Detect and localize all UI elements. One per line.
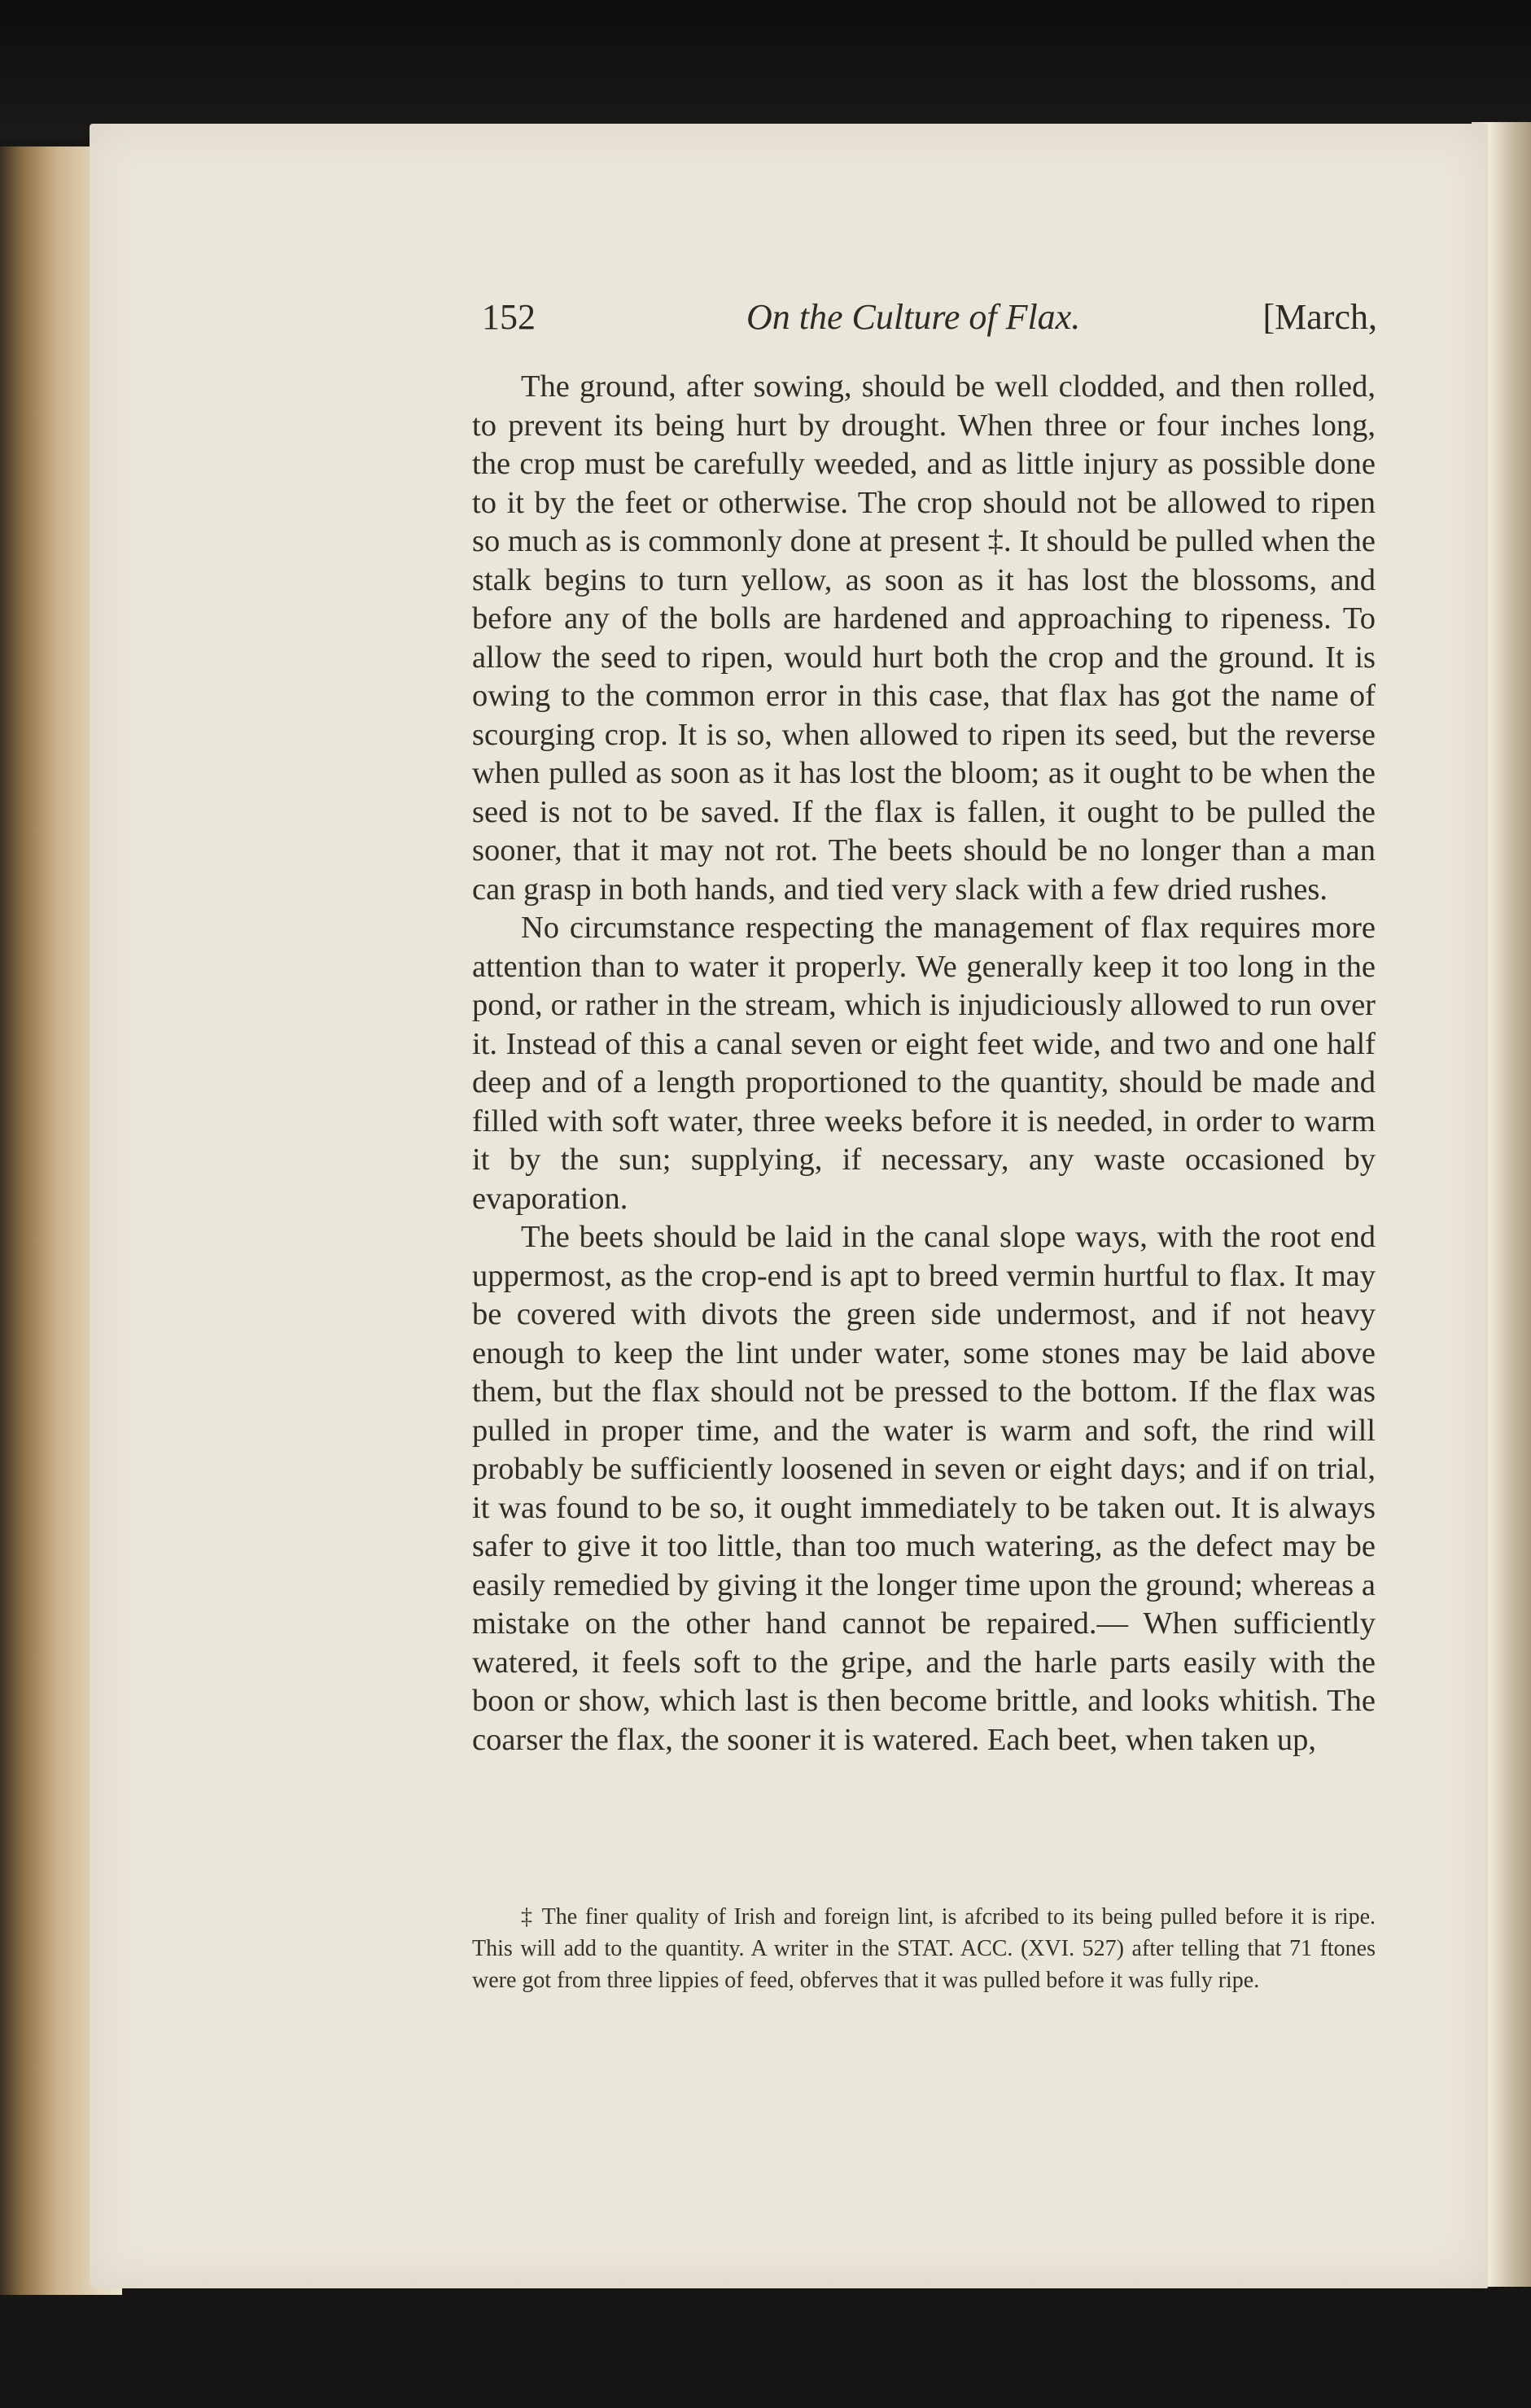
paragraph-1: The ground, after sowing, should be well clodded, and then rolled, to prevent its being hurt by drought. When three or four inches long, the crop must be carefully weeded, and as little injury as possible done to it by the feet or otherwise. The crop should not be allowed to ripen so much as is commonly done at present ‡. It should be pulled when the stalk begins to turn yellow, as soon as it has lost the blossoms, and before any of the bolls are hardened and approaching to ripeness. To allow the seed to ripen, would hurt both the crop and the ground. It is owing to the common error in this case, that flax has got the name of scourging crop. It is so, when allowed to ripen its seed, but the reverse when pulled as soon as it has lost the bloom; as it ought to be when the seed is not to be saved. If the flax is fallen, it ought to be pulled the sooner, that it may not rot. The beets should be no longer than a man can grasp in both hands, and tied very slack with a few dried rushes. bbox=[472, 369, 1376, 907]
page-number: 152 bbox=[482, 297, 536, 337]
page-title: On the Culture of Flax. bbox=[746, 297, 1081, 337]
background-top bbox=[0, 0, 1531, 138]
body-text bbox=[472, 368, 1376, 1759]
paragraph-3: The beets should be laid in the canal slope ways, with the root end uppermost, as the crop-end is apt to breed vermin hurtful to flax. It may be covered with divots the green side undermost, and if not heavy enough to keep the lint under water, some stones may be laid above them, but the flax should not be pressed to the bottom. If the flax was pulled in proper time, and the water is warm and soft, the rind will probably be sufficiently loosened in seven or eight days; and if on trial, it was found to be so, it ought immediately to be taken out. It is always safer to give it too little, than too much watering, as the defect may be easily remedied by giving it the longer time upon the ground; whereas a mistake on the other hand cannot be repaired.— When sufficiently watered, it feels soft to the gripe, and the harle parts easily with the boon or show, which last is then become brittle, and looks whitish. The coarser the flax, the sooner it is watered. Each beet, when taken up, bbox=[472, 1220, 1376, 1757]
running-head bbox=[482, 296, 1377, 345]
paragraph-2: No circumstance respecting the management of flax requires more attention than to water it properly. We generally keep it too long in the pond, or rather in the stream, which is injudiciously allowed to run over it. Instead of this a canal seven or eight feet wide, and two and one half deep and of a length proportioned to the quantity, should be made and filled with soft water, three weeks before it is needed, in order to warm it by the sun; supplying, if necessary, any waste occasioned by evaporation. bbox=[472, 911, 1376, 1216]
page-date: [March, bbox=[1262, 297, 1377, 337]
footnote: ‡ The finer quality of Irish and foreign lint, is afcribed to its being pulled before it is ripe. This will add to the quantity. A writer in the STAT. ACC. (XVI. 527) after telling that 71 ftones were got from three lippies of feed, obferves that it was pulled before it was fully ripe. bbox=[472, 1904, 1376, 1993]
